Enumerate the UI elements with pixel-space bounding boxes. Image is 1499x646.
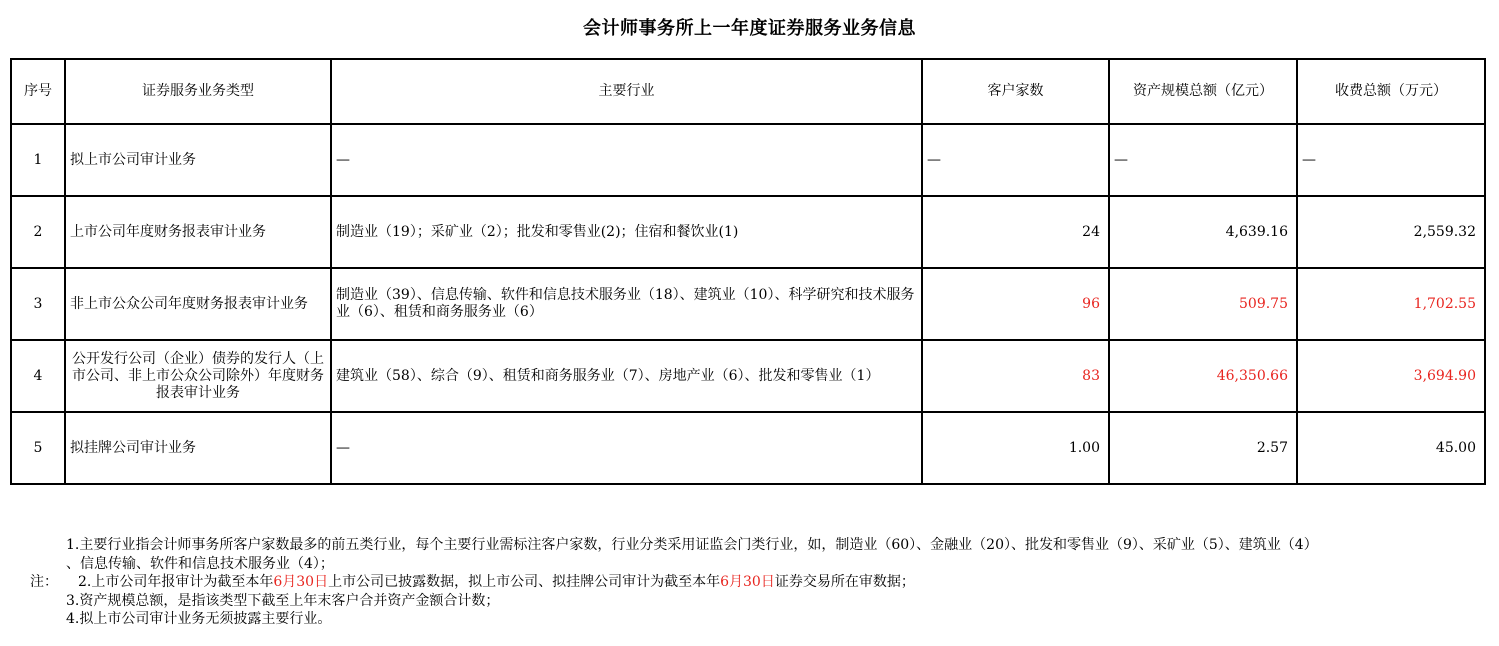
page-title: 会计师事务所上一年度证券服务业务信息 bbox=[583, 18, 916, 39]
cell-industry: — bbox=[331, 124, 922, 196]
cell-industry: 建筑业（58）、综合（9）、租赁和商务服务业（7）、房地产业（6）、批发和零售业（1） bbox=[331, 340, 922, 412]
cell-type: 上市公司年度财务报表审计业务 bbox=[65, 196, 331, 268]
cell-fees: — bbox=[1297, 124, 1485, 196]
cell-no: 3 bbox=[11, 268, 65, 340]
table-row bbox=[11, 340, 1485, 412]
cell-industry: 制造业（39）、信息传输、软件和信息技术服务业（18）、建筑业（10）、科学研究和技术服务业（6）、租赁和商务服务业（6） bbox=[331, 268, 922, 340]
table-row bbox=[11, 412, 1485, 484]
cell-no: 5 bbox=[11, 412, 65, 484]
cell-clients: 96 bbox=[922, 268, 1109, 340]
note-3: 3.资产规模总额，是指该类型下截至上年末客户合并资产金额合计数； bbox=[66, 592, 500, 609]
cell-clients: 24 bbox=[922, 196, 1109, 268]
note-2-date: 6月30日 bbox=[720, 574, 775, 590]
cell-type: 非上市公众公司年度财务报表审计业务 bbox=[65, 268, 331, 340]
table-row bbox=[11, 196, 1485, 268]
table-row bbox=[11, 268, 1485, 340]
cell-assets: — bbox=[1109, 124, 1297, 196]
note-1: 1.主要行业指会计师事务所客户家数最多的前五类行业，每个主要行业需标注客户家数，行业分类采用证监会门类行业，如，制造业（60）、金融业（20）、批发和零售业（9）、采矿业（5）、建筑业（4） bbox=[66, 537, 1318, 553]
cell-no: 1 bbox=[11, 124, 65, 196]
cell-type: 拟上市公司审计业务 bbox=[65, 124, 331, 196]
cell-fees: 1,702.55 bbox=[1297, 268, 1485, 340]
header-type: 证券服务业务类型 bbox=[65, 59, 331, 124]
cell-no: 4 bbox=[11, 340, 65, 412]
cell-assets: 4,639.16 bbox=[1109, 196, 1297, 268]
cell-no: 2 bbox=[11, 196, 65, 268]
securities-services-table bbox=[10, 58, 1486, 485]
cell-clients: 83 bbox=[922, 340, 1109, 412]
cell-fees: 2,559.32 bbox=[1297, 196, 1485, 268]
cell-assets: 46,350.66 bbox=[1109, 340, 1297, 412]
cell-clients: — bbox=[922, 124, 1109, 196]
cell-fees: 45.00 bbox=[1297, 412, 1485, 484]
header-fees: 收费总额（万元） bbox=[1297, 59, 1485, 124]
note-2-date: 6月30日 bbox=[273, 574, 329, 590]
note-4: 4.拟上市公司审计业务无须披露主要行业。 bbox=[66, 611, 332, 627]
notes-label: 注： bbox=[30, 574, 58, 590]
table-header-row bbox=[11, 59, 1485, 124]
header-no: 序号 bbox=[11, 59, 65, 124]
note-2: 2.上市公司年报审计为截至本年6月30日上市公司已披露数据，拟上市公司、拟挂牌公司审计为截至本年6月30日证券交易所在审数据； bbox=[78, 574, 915, 590]
cell-clients: 1.00 bbox=[922, 412, 1109, 484]
cell-industry: 制造业（19）；采矿业（2）；批发和零售业(2)；住宿和餐饮业(1) bbox=[331, 196, 922, 268]
header-clients: 客户家数 bbox=[922, 59, 1109, 124]
cell-fees: 3,694.90 bbox=[1297, 340, 1485, 412]
cell-type: 公开发行公司（企业）债券的发行人（上市公司、非上市公众公司除外）年度财务报表审计业务 bbox=[65, 340, 331, 412]
cell-type: 拟挂牌公司审计业务 bbox=[65, 412, 331, 484]
header-assets: 资产规模总额（亿元） bbox=[1109, 59, 1297, 124]
cell-assets: 2.57 bbox=[1109, 412, 1297, 484]
note-1-continued: 、信息传输、软件和信息技术服务业（4）； bbox=[66, 555, 334, 572]
footnotes bbox=[30, 536, 1318, 629]
table-row bbox=[11, 124, 1485, 196]
cell-assets: 509.75 bbox=[1109, 268, 1297, 340]
header-industry: 主要行业 bbox=[331, 59, 922, 124]
cell-industry: — bbox=[331, 412, 922, 484]
